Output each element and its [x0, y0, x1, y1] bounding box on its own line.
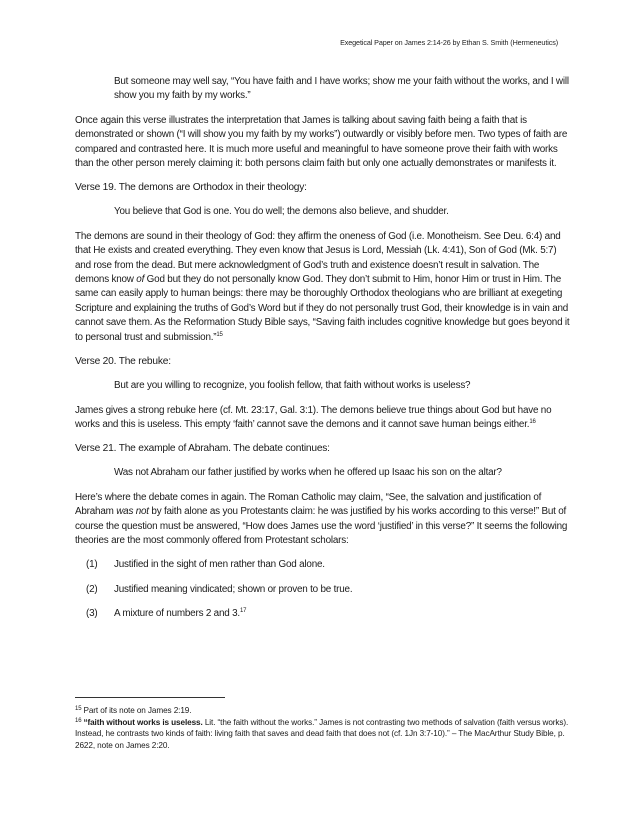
footnote-ref-17[interactable]: 17: [239, 608, 247, 615]
document-body: [75, 75, 570, 632]
scripture-quote-v19: You believe that God is one. You do well; the demons also believe, and shudder.: [114, 206, 449, 218]
scripture-quote-v18: But someone may well say, “You have faith and I have works; show me your faith without the works, and I will show you my faith by my works.”: [114, 76, 569, 102]
text-run: by faith alone as you Protestants claim: he was justified by his works according to this verse!” But of course the question must be answered, “How does James use the word ‘justified’ in this verse?” It seems the following theories are the most commonly offered from Protestant scholars:: [75, 506, 568, 546]
list-item-text: Justified meaning vindicated; shown or proven to be true.: [114, 583, 353, 595]
paragraph-v19-commentary: [75, 230, 570, 345]
emphasis-text: was not: [116, 506, 149, 518]
section-heading-v21: Verse 21. The example of Abraham. The debate continues:: [75, 443, 330, 455]
footnote-ref-16[interactable]: 16: [529, 418, 536, 425]
footnote-number: 16: [75, 717, 82, 724]
section-heading-v19: Verse 19. The demons are Orthodox in their theology:: [75, 182, 307, 194]
text-run: James gives a strong rebuke here (cf. Mt. 23:17, Gal. 3:1). The demons believe true things about God but have no works and this is useless. This empty ‘faith’ cannot save the demons and it cannot save human beings either.: [75, 404, 552, 430]
footnote-16: [75, 717, 570, 752]
paragraph-v21-commentary: [75, 491, 570, 549]
text-run: Here’s where the debate comes in again. The Roman Catholic may claim, “See, the salvation and justification of Abraham: [75, 491, 542, 518]
scripture-quote-v20: But are you willing to recognize, you foolish fellow, that faith without works is useless?: [114, 380, 471, 392]
footnote-text: Part of its note on James 2:19.: [83, 706, 192, 715]
text-run: The demons are sound in their theology of God: they affirm the oneness of God (i.e. Monotheism. See Deu. 6:4) and that He exists and created everything. They even know that Jesus is Lord, Messiah (Lk. 4:41), Son of God (Mk. 5:7) and rose from the dead. But mere acknowledgment of God’s truth and existence doesn’t result in salvation. The demons know: [75, 230, 561, 286]
scripture-quote-v21: Was not Abraham our father justified by works when he offered up Isaac his son on the altar?: [114, 467, 502, 479]
text-run: God but they do not personally know God. They don’t submit to Him, honor Him or trust in Him. The same can easily apply to human beings: there may be thoroughly Orthodox theologians who are brilliant at exegeting Scripture and explaining the truths of God’s Word but if they do not personally trust God, their knowledge is in vain and cannot save them. As the Reformation Study Bible says, “Saving faith includes cognitive knowledge but goes beyond it to personal trust and submission.”: [75, 274, 570, 343]
list-item-text: Justified in the sight of men rather than God alone.: [114, 559, 325, 571]
footnote-separator: [75, 697, 225, 698]
running-header: Exegetical Paper on James 2:14-26 by Ethan S. Smith (Hermeneutics): [340, 38, 558, 47]
emphasis-text: of: [136, 274, 145, 286]
list-number: (2): [86, 583, 98, 595]
theories-list: [75, 558, 570, 621]
list-item: [86, 583, 570, 597]
list-number: (1): [86, 559, 98, 571]
paragraph-v20-commentary: [75, 404, 570, 433]
footnote-15: [75, 705, 570, 717]
list-number: (3): [86, 608, 98, 620]
footnote-bold-text: “faith without works is useless.: [83, 717, 203, 727]
list-item: [86, 607, 570, 621]
footnote-ref-15[interactable]: 15: [216, 331, 223, 338]
footnote-number: 15: [75, 706, 82, 712]
section-heading-v20: Verse 20. The rebuke:: [75, 356, 171, 368]
list-item: [86, 558, 570, 572]
paragraph-v18-commentary: Once again this verse illustrates the interpretation that James is talking about saving faith being a faith that is demonstrated or shown (“I will show you my faith by my works”) outwardly or visibly before men. Two types of faith are compared and contrasted here. It is much more useful and meaningful to have someone prove their faith with works than the other person merely claiming it: both persons claim faith but only one actually demonstrates or manifests it.: [75, 114, 568, 170]
list-item-text: A mixture of numbers 2 and 3.: [114, 608, 240, 620]
footnotes: [75, 705, 570, 751]
footnote-text: Lit. “the faith without the works.” James is not contrasting two methods of salvation (faith versus works). Instead, he contrasts two kinds of faith: living faith that saves and dead faith that does not (cf. 1Jn 3:7-10).” – The MacArthur Study Bible, p. 2622, note on James 2:20.: [75, 717, 569, 750]
